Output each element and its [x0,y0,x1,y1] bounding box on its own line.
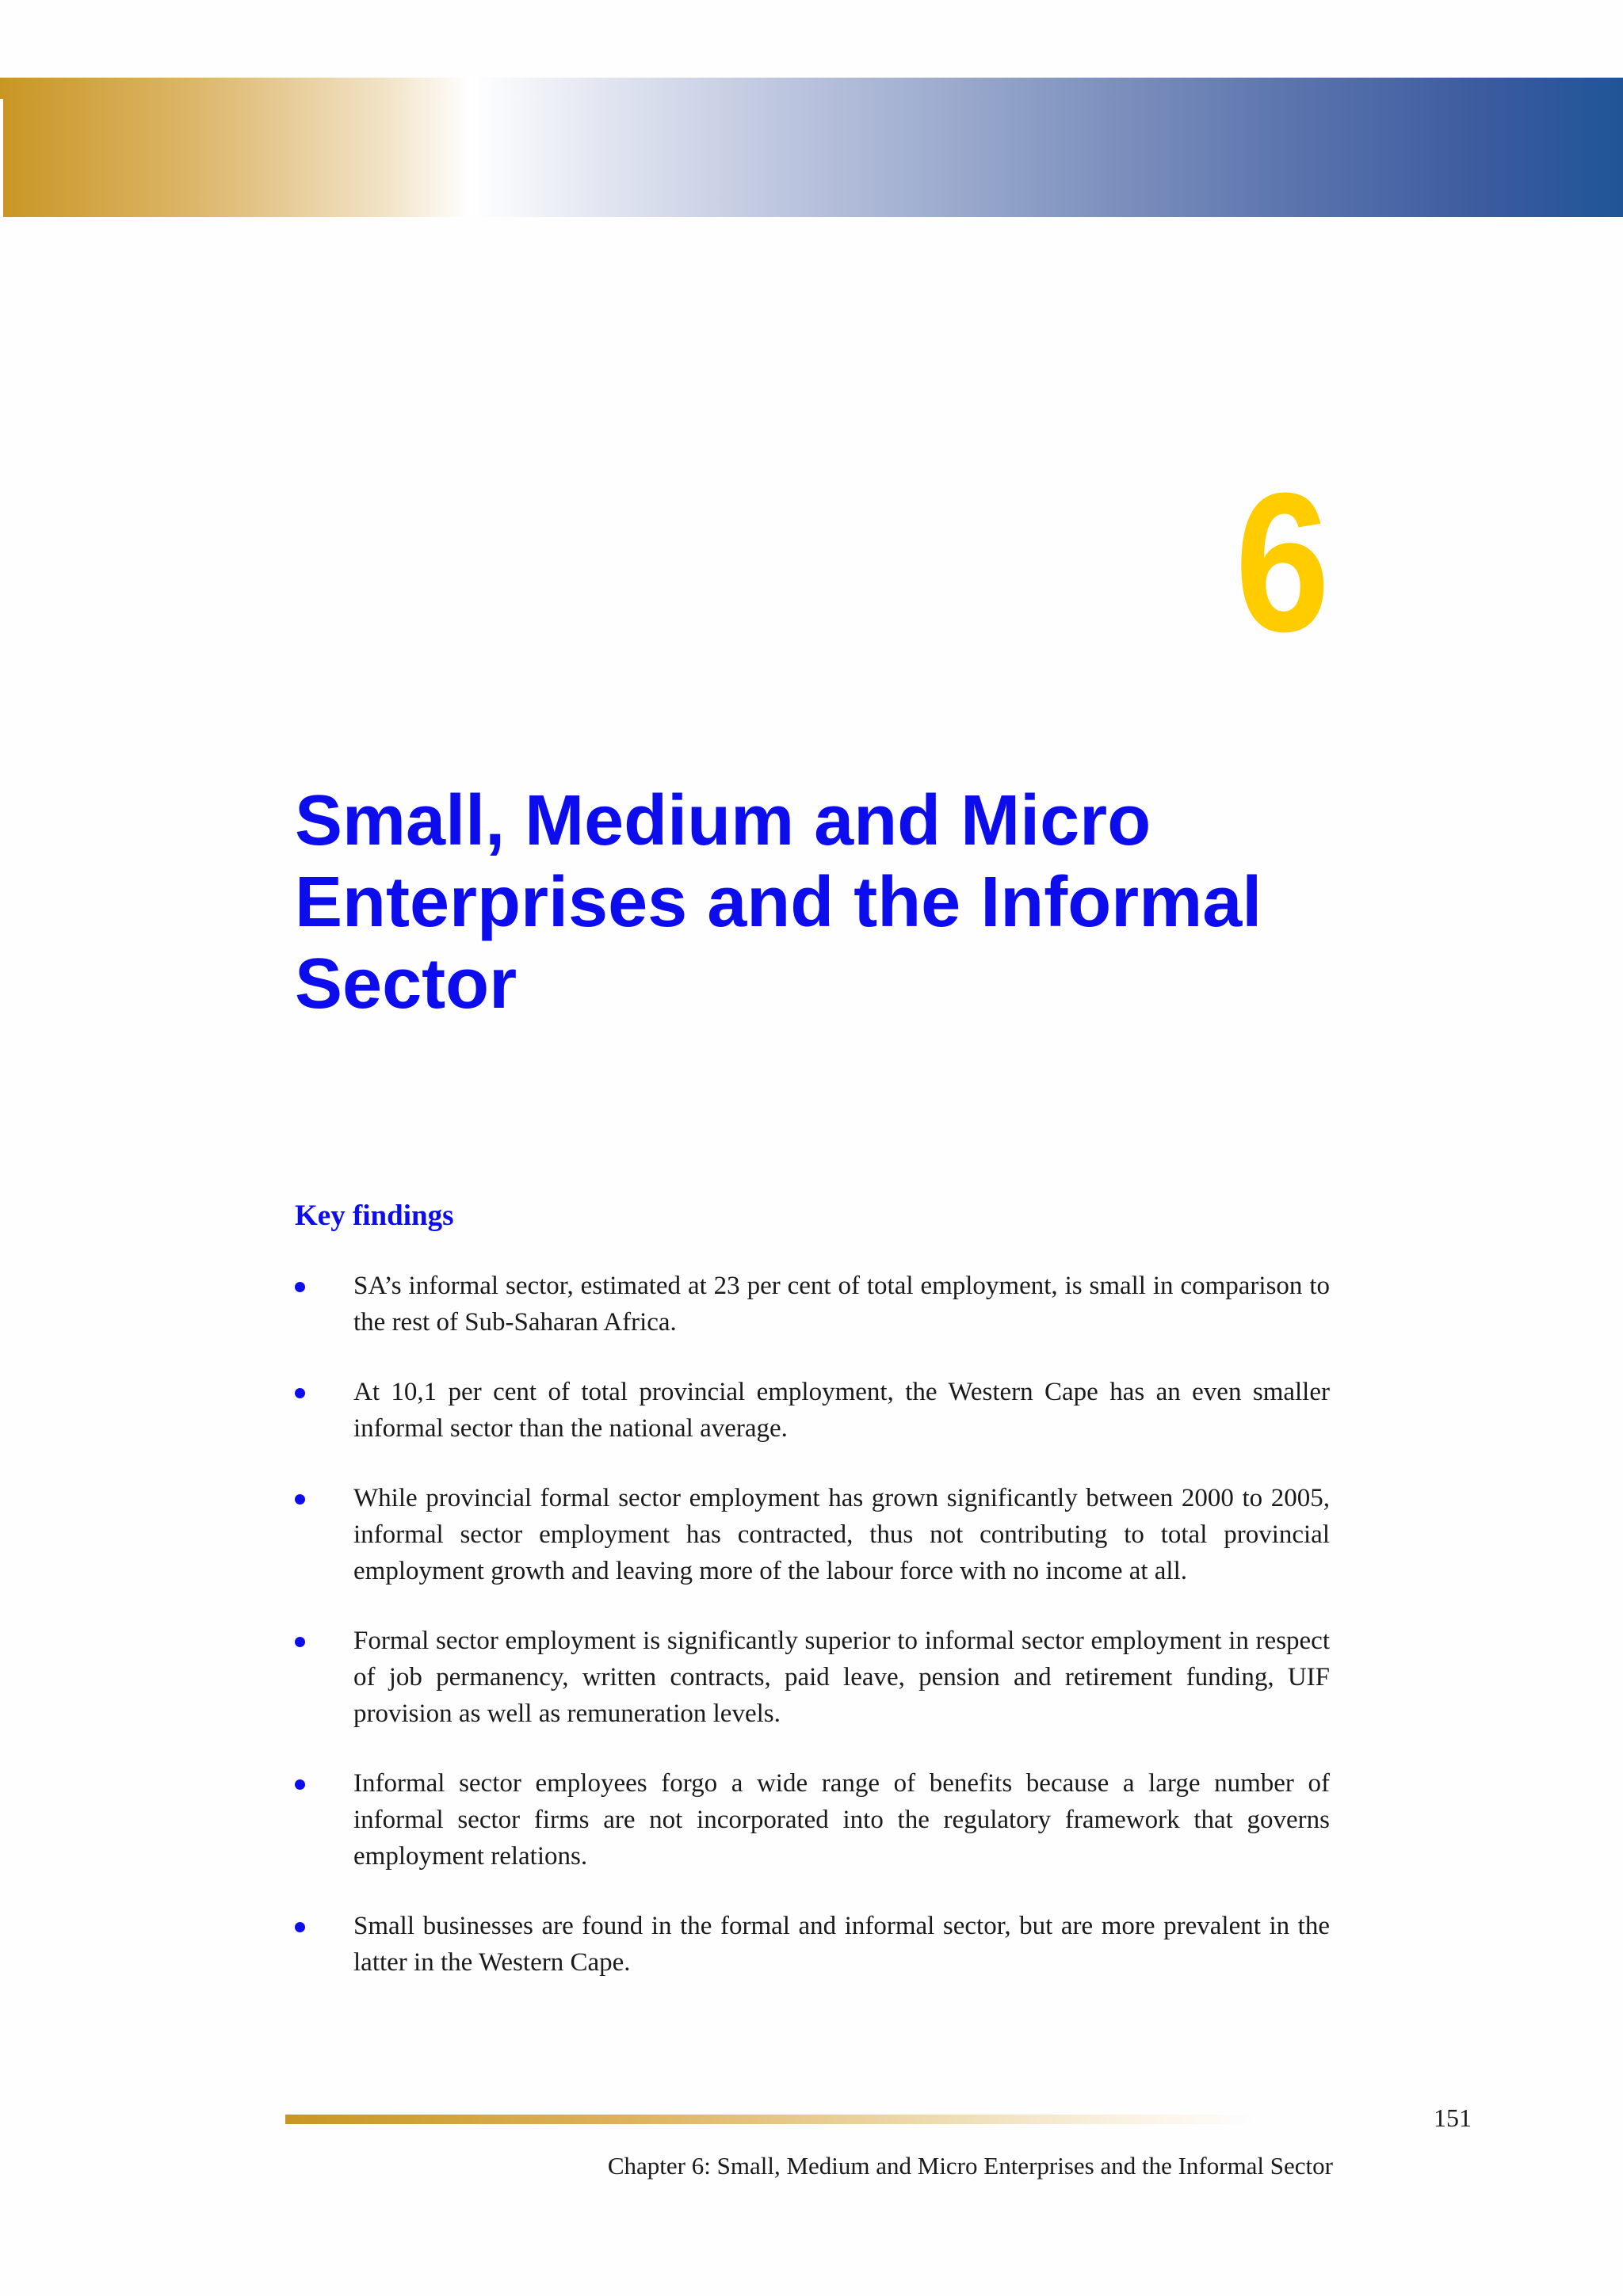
chapter-number: 6 [1235,452,1330,673]
key-finding-text: While provincial formal sector employment has grown significantly between 2000 to 2005, informal sector employment has contracted, thus not contributing to total provincial employment growth and leaving more of the labour force with no income at all. [353,1484,1330,1585]
key-finding-text: Formal sector employment is significantly superior to informal sector employment in respect of job permanency, written contracts, paid leave, pension and retirement funding, UIF provision as well as remuneration levels. [353,1627,1330,1728]
chapter-title-line-3: Sector [295,944,517,1024]
bullet-icon [295,1388,305,1398]
footer-divider [285,2115,1260,2124]
bullet-icon [295,1922,305,1932]
bullet-icon [295,1282,305,1292]
header-gradient-banner [0,78,1623,217]
key-findings-heading: Key findings [295,1199,454,1232]
key-finding-item [295,1908,1330,1981]
key-finding-item [295,1268,1330,1341]
running-footer: Chapter 6: Small, Medium and Micro Enterprises and the Informal Sector [607,2152,1333,2180]
bullet-icon [295,1779,305,1790]
key-finding-item [295,1765,1330,1875]
key-finding-text: Informal sector employees forgo a wide range of benefits because a large number of informal sector firms are not incorporated into the regulatory framework that governs employment relations. [353,1769,1330,1871]
key-finding-item [295,1623,1330,1732]
key-findings-list [295,1268,1330,1981]
bullet-icon [295,1637,305,1647]
chapter-title-line-1: Small, Medium and Micro [295,781,1151,860]
chapter-title-line-2: Enterprises and the Informal [295,863,1262,942]
key-finding-text: SA’s informal sector, estimated at 23 per cent of total employment, is small in comparison to the rest of Sub-Saharan Africa. [353,1272,1330,1337]
key-finding-item [295,1480,1330,1589]
key-finding-item [295,1374,1330,1447]
chapter-title [295,780,1404,1025]
bullet-icon [295,1494,305,1505]
key-finding-text: Small businesses are found in the formal and informal sector, but are more prevalent in the latter in the Western Cape. [353,1912,1330,1977]
key-findings-section [295,1196,1330,2014]
key-finding-text: At 10,1 per cent of total provincial employment, the Western Cape has an even smaller informal sector than the national average. [353,1378,1330,1443]
page-number: 151 [1434,2103,1472,2132]
header-banner-notch [0,99,3,217]
